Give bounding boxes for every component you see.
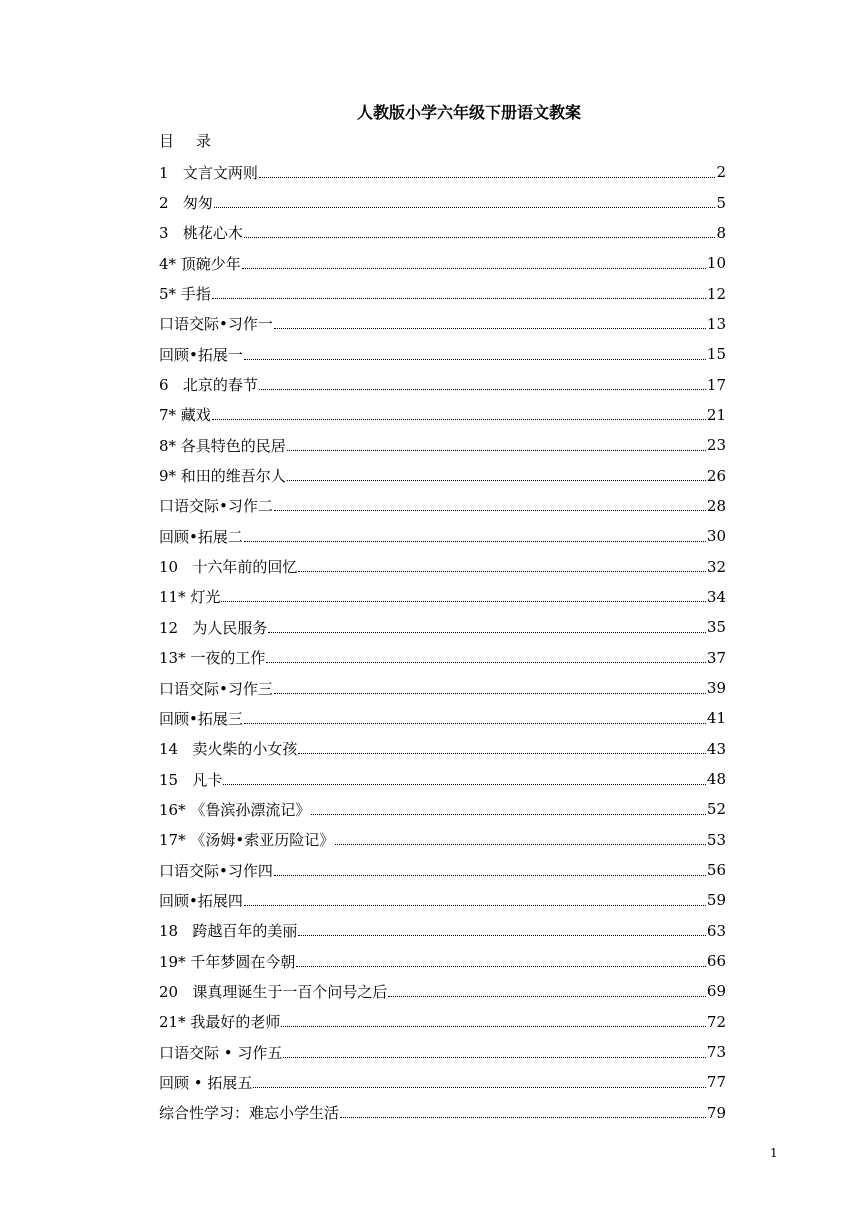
toc-entry-label: 4* 顶碗少年 xyxy=(159,254,241,273)
toc-entry-page: 23 xyxy=(706,436,726,455)
toc-entry-page: 26 xyxy=(706,466,726,485)
toc-dot-leader xyxy=(298,557,706,572)
toc-entry-page: 43 xyxy=(706,739,726,758)
toc-entry[interactable] xyxy=(159,551,726,581)
toc-dot-leader xyxy=(244,345,706,360)
toc-entry-label: 20 课真理诞生于一百个问号之后 xyxy=(159,982,388,1001)
toc-entry[interactable] xyxy=(159,825,726,855)
toc-entry-page: 41 xyxy=(706,709,726,728)
toc-entry-label: 口语交际•习作三 xyxy=(159,679,273,698)
toc-entry[interactable] xyxy=(159,248,726,278)
toc-entry[interactable] xyxy=(159,309,726,339)
toc-entry-page: 15 xyxy=(706,345,726,364)
toc-dot-leader xyxy=(274,679,706,694)
toc-entry[interactable] xyxy=(159,278,726,308)
toc-dot-leader xyxy=(340,1103,706,1118)
toc-entry[interactable] xyxy=(159,794,726,824)
toc-entry-label: 口语交际•习作二 xyxy=(159,497,273,516)
toc-entry-page: 2 xyxy=(716,163,726,182)
toc-entry-page: 79 xyxy=(706,1103,726,1122)
toc-entry[interactable] xyxy=(159,1037,726,1067)
toc-heading-char-1: 目 xyxy=(159,132,175,150)
toc-entry-label: 12 为人民服务 xyxy=(159,618,268,637)
toc-entry[interactable] xyxy=(159,430,726,460)
toc-entry-label: 口语交际•习作一 xyxy=(159,315,273,334)
toc-entry-page: 52 xyxy=(706,800,726,819)
toc-entry-label: 2 匆匆 xyxy=(159,194,213,213)
toc-dot-leader xyxy=(287,436,706,451)
toc-entry-label: 14 卖火柴的小女孩 xyxy=(159,740,298,759)
toc-entry-label: 15 凡卡 xyxy=(159,770,223,789)
toc-dot-leader xyxy=(388,982,706,997)
toc-dot-leader xyxy=(298,739,706,754)
toc-entry-label: 回顾•拓展三 xyxy=(159,709,243,728)
toc-entry-page: 59 xyxy=(706,891,726,910)
toc-entry[interactable] xyxy=(159,157,726,187)
toc-heading-char-2: 录 xyxy=(196,132,212,150)
toc-entry[interactable] xyxy=(159,187,726,217)
toc-entry[interactable] xyxy=(159,491,726,521)
toc-dot-leader xyxy=(274,496,706,511)
toc-entry-label: 3 桃花心木 xyxy=(159,224,243,243)
toc-entry[interactable] xyxy=(159,1007,726,1037)
page-number: 1 xyxy=(770,1146,778,1160)
toc-entry[interactable] xyxy=(159,218,726,248)
toc-dot-leader xyxy=(266,648,706,663)
toc-entry[interactable] xyxy=(159,1067,726,1097)
toc-entry-page: 66 xyxy=(706,952,726,971)
toc-entry-label: 18 跨越百年的美丽 xyxy=(159,922,298,941)
toc-entry-page: 34 xyxy=(706,587,726,606)
toc-entry-page: 37 xyxy=(706,648,726,667)
toc-entry-page: 56 xyxy=(706,861,726,880)
toc-entry[interactable] xyxy=(159,339,726,369)
toc-dot-leader xyxy=(223,770,706,785)
toc-entry-page: 12 xyxy=(706,284,726,303)
toc-entry[interactable] xyxy=(159,734,726,764)
toc-entry[interactable] xyxy=(159,673,726,703)
toc-entry-page: 21 xyxy=(706,405,726,424)
toc-dot-leader xyxy=(287,466,706,481)
toc-entry[interactable] xyxy=(159,946,726,976)
toc-entry[interactable] xyxy=(159,703,726,733)
toc-entry-label: 1 文言文两则 xyxy=(159,163,258,182)
toc-entry[interactable] xyxy=(159,916,726,946)
toc-entry-page: 69 xyxy=(706,982,726,1001)
toc-entry[interactable] xyxy=(159,582,726,612)
toc-entry[interactable] xyxy=(159,1098,726,1128)
table-of-contents xyxy=(159,157,726,1128)
toc-entry[interactable] xyxy=(159,400,726,430)
toc-entry-label: 13* 一夜的工作 xyxy=(159,649,266,668)
toc-entry-label: 口语交际•习作四 xyxy=(159,861,273,880)
toc-entry[interactable] xyxy=(159,612,726,642)
toc-entry-label: 9* 和田的维吾尔人 xyxy=(159,467,286,486)
toc-dot-leader xyxy=(212,284,706,299)
toc-entry[interactable] xyxy=(159,764,726,794)
toc-dot-leader xyxy=(268,618,706,633)
toc-entry-label: 19* 千年梦圆在今朝 xyxy=(159,952,296,971)
toc-entry[interactable] xyxy=(159,643,726,673)
toc-dot-leader xyxy=(244,223,716,238)
toc-dot-leader xyxy=(244,891,706,906)
toc-entry[interactable] xyxy=(159,855,726,885)
toc-entry[interactable] xyxy=(159,885,726,915)
toc-entry-label: 5* 手指 xyxy=(159,285,211,304)
toc-entry-page: 32 xyxy=(706,557,726,576)
toc-dot-leader xyxy=(283,1043,706,1058)
toc-dot-leader xyxy=(274,861,706,876)
toc-entry-page: 28 xyxy=(706,496,726,515)
toc-entry[interactable] xyxy=(159,521,726,551)
toc-dot-leader xyxy=(244,709,706,724)
toc-entry-label: 16* 《鲁滨孙漂流记》 xyxy=(159,800,311,819)
toc-entry-page: 30 xyxy=(706,527,726,546)
toc-entry-page: 63 xyxy=(706,921,726,940)
toc-entry-page: 8 xyxy=(716,223,726,242)
toc-dot-leader xyxy=(259,163,716,178)
toc-entry-page: 35 xyxy=(706,618,726,637)
toc-dot-leader xyxy=(296,952,706,967)
toc-dot-leader xyxy=(335,830,706,845)
toc-entry-label: 回顾•拓展一 xyxy=(159,345,243,364)
toc-entry-label: 17* 《汤姆•索亚历险记》 xyxy=(159,831,335,850)
toc-entry-page: 53 xyxy=(706,830,726,849)
toc-entry-page: 72 xyxy=(706,1012,726,1031)
toc-entry-page: 17 xyxy=(706,375,726,394)
toc-entry-label: 回顾•拓展四 xyxy=(159,891,243,910)
toc-entry-label: 回顾•拓展二 xyxy=(159,527,243,546)
toc-dot-leader xyxy=(214,193,716,208)
toc-dot-leader xyxy=(298,921,706,936)
toc-dot-leader xyxy=(244,527,706,542)
toc-entry-label: 综合性学习：难忘小学生活 xyxy=(159,1104,340,1123)
toc-entry-label: 10 十六年前的回忆 xyxy=(159,558,298,577)
toc-dot-leader xyxy=(212,405,706,420)
toc-dot-leader xyxy=(242,254,706,269)
toc-heading xyxy=(159,130,211,151)
toc-entry[interactable] xyxy=(159,460,726,490)
toc-entry-label: 6 北京的春节 xyxy=(159,376,258,395)
toc-dot-leader xyxy=(221,587,706,602)
toc-entry-label: 口语交际 • 习作五 xyxy=(159,1043,283,1062)
toc-entry-page: 73 xyxy=(706,1043,726,1062)
toc-dot-leader xyxy=(274,314,706,329)
toc-entry[interactable] xyxy=(159,369,726,399)
toc-entry[interactable] xyxy=(159,976,726,1006)
toc-entry-label: 7* 藏戏 xyxy=(159,406,211,425)
toc-entry-label: 8* 各具特色的民居 xyxy=(159,436,286,455)
toc-entry-label: 回顾 • 拓展五 xyxy=(159,1073,253,1092)
toc-dot-leader xyxy=(253,1073,706,1088)
document-title: 人教版小学六年级下册语文教案 xyxy=(356,103,581,122)
toc-entry-page: 5 xyxy=(716,193,726,212)
toc-entry-label: 11* 灯光 xyxy=(159,588,221,607)
toc-entry-label: 21* 我最好的老师 xyxy=(159,1013,281,1032)
toc-dot-leader xyxy=(311,800,706,815)
toc-dot-leader xyxy=(281,1012,706,1027)
toc-entry-page: 39 xyxy=(706,679,726,698)
toc-entry-page: 48 xyxy=(706,770,726,789)
toc-entry-page: 13 xyxy=(706,314,726,333)
toc-entry-page: 77 xyxy=(706,1073,726,1092)
toc-dot-leader xyxy=(259,375,706,390)
toc-entry-page: 10 xyxy=(706,254,726,273)
